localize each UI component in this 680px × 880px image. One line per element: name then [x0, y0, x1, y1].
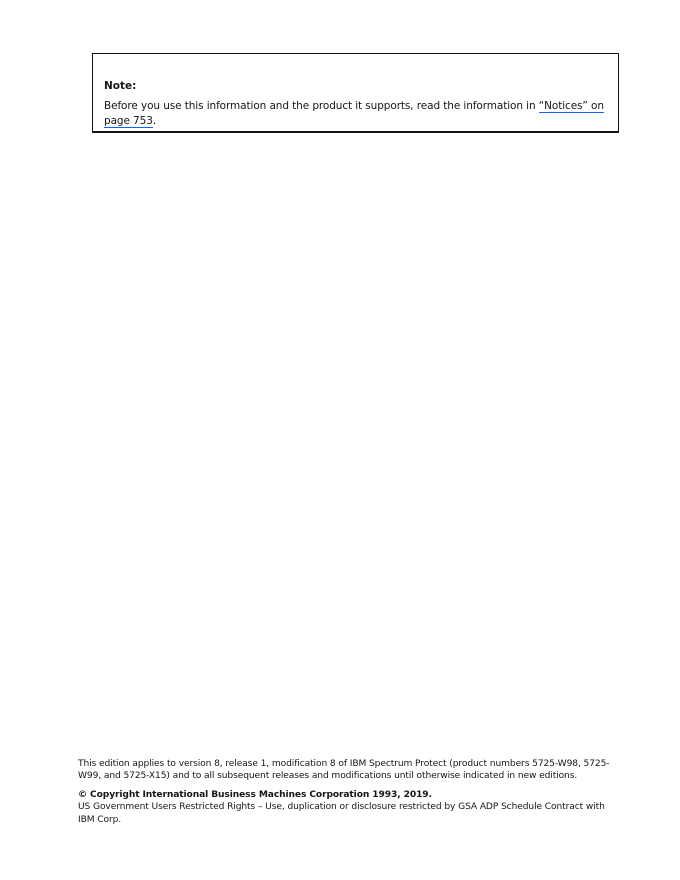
copyright-notice: © Copyright International Business Machines Corporation 1993, 2019.: [78, 789, 432, 800]
note-text-before: Before you use this information and the product it supports, read the information in: [104, 100, 539, 112]
note-text-after: .: [152, 114, 157, 127]
edition-footer: [78, 758, 623, 826]
restricted-rights-notice: US Government Users Restricted Rights – Use, duplication or disclosure restricted by GSA ADP Schedule Contract with IBM Corp.: [78, 802, 605, 825]
note-text: [104, 99, 607, 128]
notices-link[interactable]: “Notices” on page 753: [104, 100, 604, 127]
note-label: Note:: [104, 80, 137, 92]
edition-notice: This edition applies to version 8, release 1, modification 8 of IBM Spectrum Protect (product numbers 5725-W98, 5725-W99, and 5725-X15) and to all subsequent releases and modifications until otherwise indicated in new editions.: [78, 759, 610, 782]
note-box: [92, 53, 619, 133]
